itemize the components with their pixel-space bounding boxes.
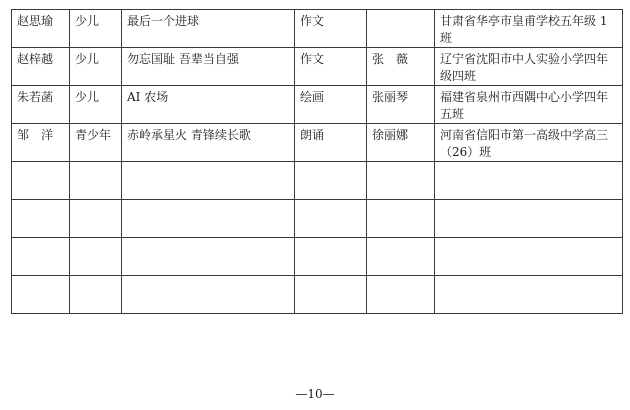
empty-table-row [12,200,623,238]
work-title-cell: 最后一个进球 [122,10,295,48]
category-cell: 绘画 [295,86,367,124]
empty-cell [70,200,122,238]
empty-cell [122,162,295,200]
empty-cell [70,238,122,276]
empty-table-row [12,276,623,314]
category-cell: 作文 [295,48,367,86]
category-cell: 作文 [295,10,367,48]
age-group-cell: 少儿 [70,86,122,124]
empty-cell [295,200,367,238]
empty-cell [12,162,70,200]
empty-cell [12,238,70,276]
empty-cell [295,238,367,276]
age-group-cell: 少儿 [70,48,122,86]
teacher-cell: 张丽琴 [367,86,435,124]
page-number: —10— [295,387,335,401]
empty-cell [367,162,435,200]
school-cell: 辽宁省沈阳市中人实验小学四年级四班 [435,48,623,86]
empty-cell [70,162,122,200]
school-cell: 福建省泉州市西隅中心小学四年五班 [435,86,623,124]
table-row [12,48,623,86]
empty-cell [12,276,70,314]
empty-cell [435,276,623,314]
empty-cell [295,162,367,200]
teacher-cell [367,10,435,48]
empty-cell [70,276,122,314]
empty-cell [435,200,623,238]
empty-cell [122,238,295,276]
empty-cell [122,200,295,238]
age-group-cell: 少儿 [70,10,122,48]
student-name-cell: 赵梓越 [12,48,70,86]
student-name-cell: 邹 洋 [12,124,70,162]
table-row [12,124,623,162]
teacher-cell: 张 薇 [367,48,435,86]
empty-cell [435,238,623,276]
teacher-cell: 徐丽娜 [367,124,435,162]
empty-cell [12,200,70,238]
student-name-cell: 赵思瑜 [12,10,70,48]
empty-table-row [12,162,623,200]
table-row [12,10,623,48]
school-cell: 甘肃省华亭市皇甫学校五年级 1 班 [435,10,623,48]
age-group-cell: 青少年 [70,124,122,162]
school-cell: 河南省信阳市第一高级中学高三（26）班 [435,124,623,162]
empty-cell [367,276,435,314]
work-title-cell: 勿忘国耻 吾辈当自强 [122,48,295,86]
empty-table-row [12,238,623,276]
empty-cell [295,276,367,314]
work-title-cell: AI 农场 [122,86,295,124]
empty-cell [367,200,435,238]
empty-cell [367,238,435,276]
entries-table [11,9,623,314]
category-cell: 朗诵 [295,124,367,162]
empty-cell [122,276,295,314]
work-title-cell: 赤岭承星火 青锋续长歌 [122,124,295,162]
table-row [12,86,623,124]
student-name-cell: 朱若菡 [12,86,70,124]
empty-cell [435,162,623,200]
